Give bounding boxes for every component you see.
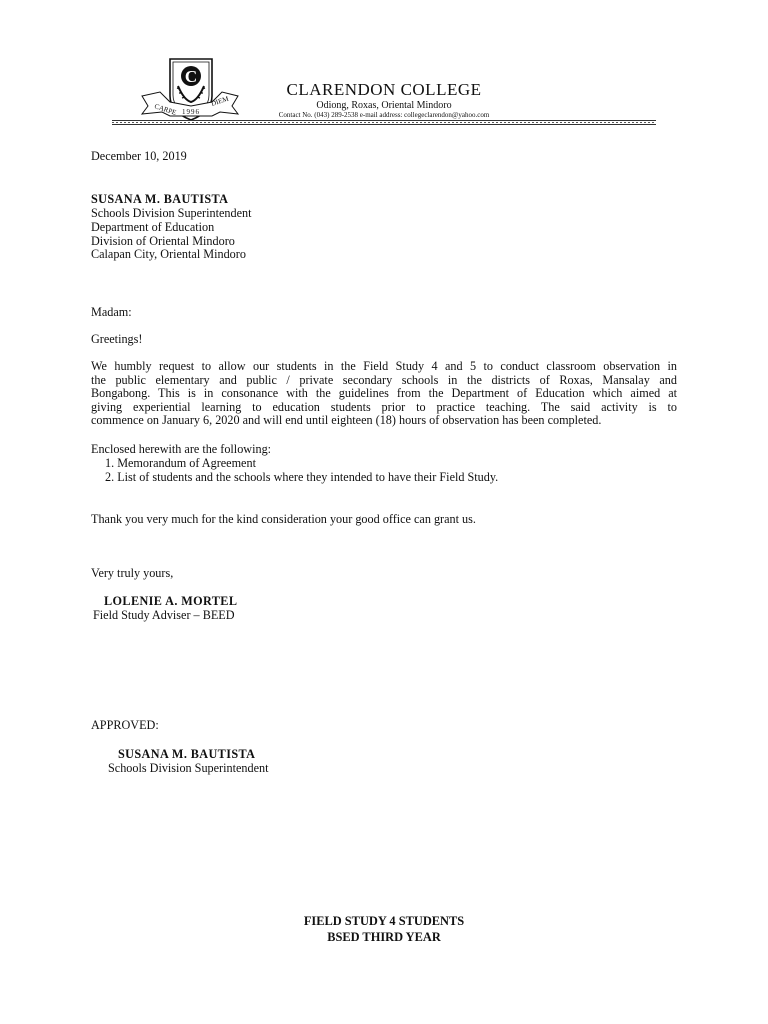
footer-title-line1: FIELD STUDY 4 STUDENTS [303,914,465,928]
recipient-name: SUSANA M. BAUTISTA [91,192,229,206]
recipient-line: Schools Division Superintendent [91,206,252,220]
college-contact: Contact No. (043) 289-2538 e-mail address: collegeclarendon@yahoo.com [278,111,490,119]
body-line: Bongabong. This is in consonance with the guidelines from the Department of Education which aimed at [91,386,677,400]
recipient-line: Department of Education [91,220,215,234]
letter-date: December 10, 2019 [91,149,187,163]
enclosed-intro: Enclosed herewith are the following: [91,442,272,456]
body-line: the public elementary and public / private secondary schools in the districts of Roxas, Mansalay and [91,372,677,387]
college-name: CLARENDON COLLEGE [286,80,482,99]
enclosure-list [105,457,498,484]
recipient-line: Calapan City, Oriental Mindoro [91,247,246,261]
approved-label: APPROVED: [91,718,159,732]
enclosure-item: 1. Memorandum of Agreement [105,456,256,470]
logo-letter: C [184,67,198,86]
college-seal-logo [140,56,240,122]
closing: Very truly yours, [91,566,174,580]
body-line: commence on January 6, 2020 and will end until eighteen (18) hours of observation has been completed. [91,413,602,427]
body-line: giving experiential learning to education students prior to practice teaching. The said activity is to [91,399,677,414]
signatory-title: Field Study Adviser – BEED [93,608,235,622]
salutation: Madam: [91,305,132,319]
thanks-line: Thank you very much for the kind consideration your good office can grant us. [91,512,476,526]
enclosure-item: 2. List of students and the schools where they intended to have their Field Study. [105,469,499,484]
letterhead-divider [112,120,656,125]
signatory-name: LOLENIE A. MORTEL [104,594,238,608]
body-paragraph [91,360,677,428]
approver-name: SUSANA M. BAUTISTA [118,747,256,761]
logo-motto-right: DIEM [210,94,230,108]
body-line: We humbly request to allow our students in the Field Study 4 and 5 to conduct classroom observation in [91,359,677,373]
approver-title: Schools Division Superintendent [108,761,269,775]
college-address: Odiong, Roxas, Oriental Mindoro [316,100,452,111]
footer-title-line2: BSED THIRD YEAR [327,930,441,944]
logo-motto-left: CARPE [153,102,178,117]
greeting: Greetings! [91,332,143,346]
logo-year: 1996 [182,108,200,116]
recipient-line: Division of Oriental Mindoro [91,234,235,248]
